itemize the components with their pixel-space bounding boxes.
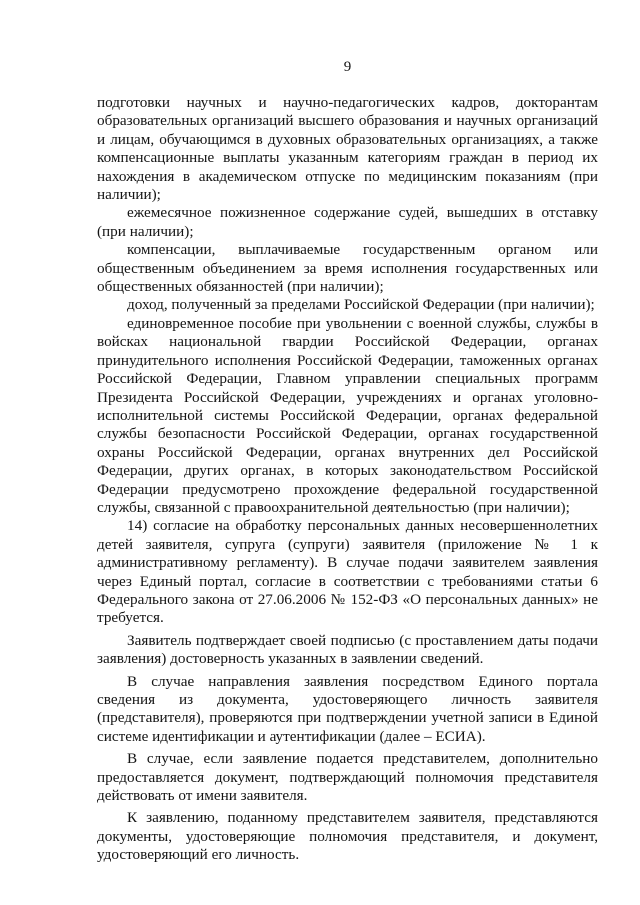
paragraph-judges-allowance: ежемесячное пожизненное содержание судей, вышедших в отставку (при наличии); [97, 204, 598, 240]
paragraph-continuation: подготовки научных и научно-педагогических кадров, докторантам образовательных организаций высшего образования и научных организаций и лицам, обучающимся в духовных образовательных организациях, а также компенсационные выплаты указанным категориям граждан в период их нахождения в академическом отпуске по медицинским показаниям (при наличии); [97, 94, 598, 204]
paragraph-representative-identity: К заявлению, поданному представителем заявителя, представляются документы, удостоверяющие полномочия представителя, и документ, удостоверяющий его личность. [97, 809, 598, 864]
paragraph-representative-document: В случае, если заявление подается представителем, дополнительно предоставляется документ, подтверждающий полномочия представителя действовать от имени заявителя. [97, 750, 598, 805]
paragraph-foreign-income: доход, полученный за пределами Российской Федерации (при наличии); [127, 296, 595, 314]
paragraph-compensations: компенсации, выплачиваемые государственным органом или общественным объединением за время исполнения государственных или общественных обязанностей (при наличии); [97, 241, 598, 296]
paragraph-signature-confirmation: Заявитель подтверждает своей подписью (с проставлением даты подачи заявления) достоверность указанных в заявлении сведений. [97, 631, 598, 668]
paragraph-esia-verification: В случае направления заявления посредством Единого портала сведения из документа, удостоверяющего личность заявителя (представителя), проверяются при подтверждении учетной записи в Единой системе идентификации и аутентификации (далее – ЕСИА). [97, 672, 598, 745]
page-number: 9 [343, 59, 352, 75]
paragraph-item-14-consent: 14) согласие на обработку персональных данных несовершеннолетних детей заявителя, супруга (супруги) заявителя (приложение № 1 к административному регламенту). В случае подачи заявителем заявления через Единый портал, согласие в соответствии с требованиями статьи 6 Федерального закона от 27.06.2006 № 152-ФЗ «О персональных данных» не требуется. [97, 517, 598, 627]
paragraph-discharge-allowance: единовременное пособие при увольнении с военной службы, службы в войсках национальной гвардии Российской Федерации, органах принудительного исполнения Российской Федерации, таможенных органах Российской Федерации, Главном управлении специальных программ Президента Российской Федерации, учреждениях и органах уголовно-исполнительной системы Российской Федерации, органах федеральной службы безопасности Российской Федерации, органах государственной охраны Российской Федерации, органах внутренних дел Российской Федерации, других органах, в которых законодательством Российской Федерации предусмотрено прохождение федеральной государственной службы, связанной с правоохранительной деятельностью (при наличии); [97, 314, 598, 516]
document-body [97, 94, 598, 865]
